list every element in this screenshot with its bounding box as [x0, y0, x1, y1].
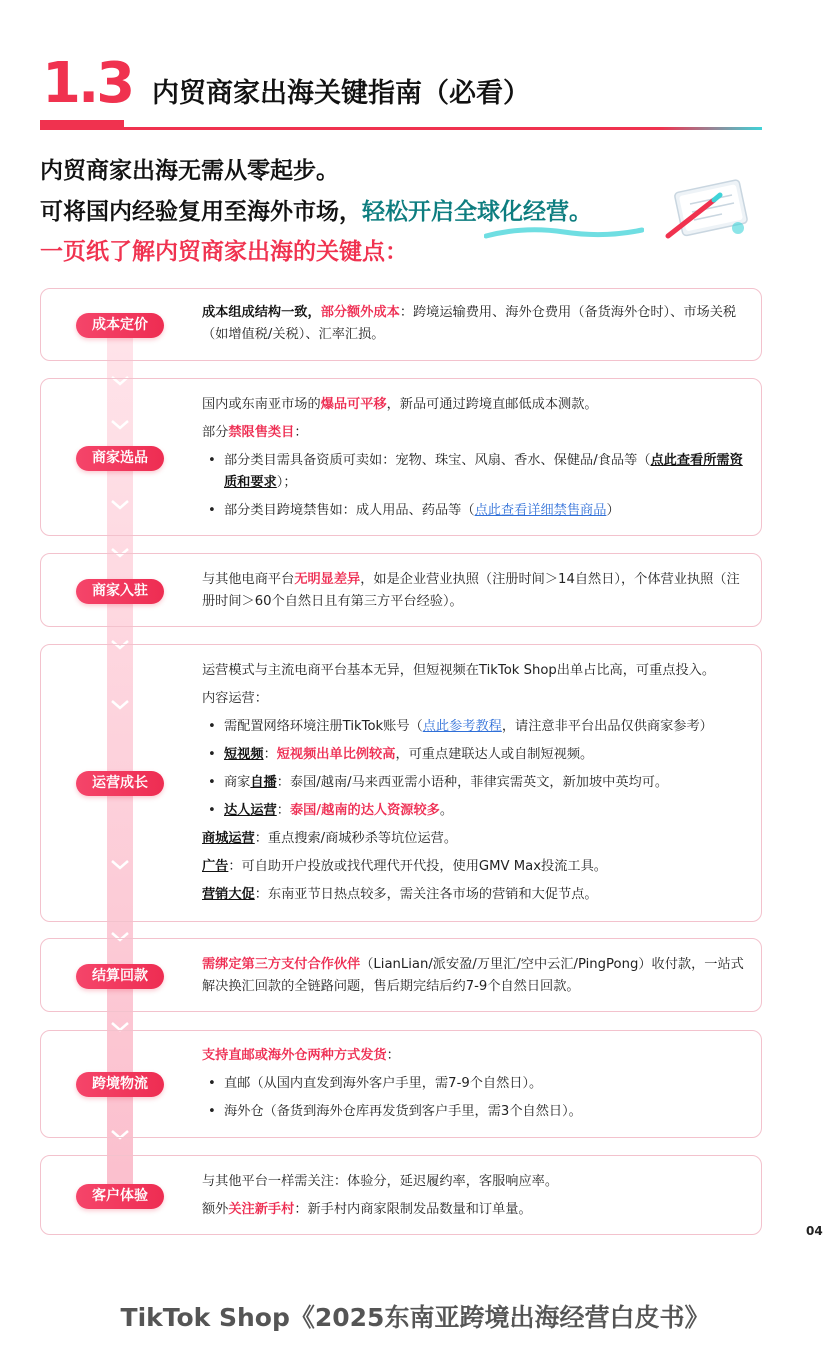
intro-line-1: 内贸商家出海无需从零起步。: [40, 158, 339, 184]
section-badge-merchant-onboarding: 商家入驻: [76, 579, 164, 604]
page-title: 内贸商家出海关键指南（必看）: [152, 78, 530, 109]
footer-title: TikTok Shop《2025东南亚跨境出海经营白皮书》: [120, 1303, 710, 1332]
list-item: • 部分类目需具备资质可卖如：宠物、珠宝、风扇、香水、保健品/食品等（点此查看所需资质和要求）；: [202, 450, 750, 494]
intro-line-2-highlight: 轻松开启全球化经营。: [362, 199, 592, 225]
prohibited-items-link[interactable]: 点此查看详细禁售商品: [474, 503, 607, 518]
list-item: • 部分类目跨境禁售如：成人用品、药品等（点此查看详细禁售商品）: [202, 500, 750, 522]
intro-line-2-a: 可将国内经验复用至海外市场，: [40, 199, 362, 225]
section-content-customer-experience: 与其他平台一样需关注：体验分，延迟履约率，客服响应率。 额外关注新手村：新手村内商家限制发品数量和订单量。: [202, 1174, 559, 1217]
intro-line-3: 一页纸了解内贸商家出海的关键点：: [40, 239, 408, 265]
qualification-link[interactable]: 点此查看所需资质和要求: [224, 453, 743, 490]
list-item: • 海外仓（备货到海外仓库再发货到客户手里，需3个自然日）。: [202, 1101, 750, 1123]
highlight-swoosh-icon: [484, 222, 644, 244]
page-number: 04: [806, 1224, 823, 1238]
list-item: • 短视频：短视频出单比例较高，可重点建联达人或自制短视频。: [202, 744, 750, 766]
section-badge-settlement: 结算回款: [76, 964, 164, 989]
header-divider: [40, 127, 762, 130]
section-badge-product-selection: 商家选品: [76, 446, 164, 471]
section-badge-logistics: 跨境物流: [76, 1072, 164, 1097]
section-content-cost-pricing: 成本组成结构一致，部分额外成本：跨境运输费用、海外仓费用（备货海外仓时）、市场关税（如增值税/关税）、汇率汇损。: [202, 305, 737, 342]
section-content-product-selection: 国内或东南亚市场的爆品可平移，新品可通过跨境直邮低成本测款。 部分禁限售类目： • 部分类目需具备资质可卖如：宠物、珠宝、风扇、香水、保健品/食品等（点此查看所需资质和要求）； • 部分类目跨境禁售如：成人用品、药品等（点此查看详细禁售商品）: [202, 394, 750, 522]
section-content-logistics: 支持直邮或海外仓两种方式发货： • 直邮（从国内直发到海外客户手里，需7-9个自然日）。 • 海外仓（备货到海外仓库再发货到客户手里，需3个自然日）。: [202, 1045, 750, 1123]
list-item: • 直邮（从国内直发到海外客户手里，需7-9个自然日）。: [202, 1073, 750, 1095]
section-content-operations-growth: 运营模式与主流电商平台基本无异，但短视频在TikTok Shop出单占比高，可重点投入。 内容运营： • 需配置网络环境注册TikTok账号（点此参考教程，请注意非平台出品仅供商家参考） • 短视频：短视频出单比例较高，可重点建联达人或自制短视频。 • 商家自播：泰国/越南/马来西亚需小语种，菲律宾需英文，新加坡中英均可。 • 达人运营：泰国/越南的达人资源较多。 商城运营：重点搜索/商城秒杀等坑位运营。 广告：可自助开户投放或找代理代开代投，使用GMV Max投流工具。 营销大促：东南亚节日热点较多，需关注各市场的营销和大促节点。: [202, 660, 750, 906]
section-badge-operations-growth: 运营成长: [76, 771, 164, 796]
list-item: • 达人运营：泰国/越南的达人资源较多。: [202, 800, 750, 822]
list-item: • 商家自播：泰国/越南/马来西亚需小语种，菲律宾需英文，新加坡中英均可。: [202, 772, 750, 794]
section-content-merchant-onboarding: 与其他电商平台无明显差异，如是企业营业执照（注册时间＞14自然日），个体营业执照（注册时间＞60个自然日且有第三方平台经验）。: [202, 572, 740, 609]
tutorial-link[interactable]: 点此参考教程: [422, 719, 502, 734]
section-content-settlement: 需绑定第三方支付合作伙伴（LianLian/派安盈/万里汇/空中云汇/PingPong）收付款，一站式解决换汇回款的全链路问题，售后期完结后约7-9个自然日回款。: [202, 957, 744, 994]
section-number: 1.3: [42, 51, 133, 116]
notebook-pen-illustration-icon: [660, 176, 760, 246]
section-badge-customer-experience: 客户体验: [76, 1184, 164, 1209]
list-item: • 需配置网络环境注册TikTok账号（点此参考教程，请注意非平台出品仅供商家参考）: [202, 716, 750, 738]
section-badge-cost-pricing: 成本定价: [76, 313, 164, 338]
